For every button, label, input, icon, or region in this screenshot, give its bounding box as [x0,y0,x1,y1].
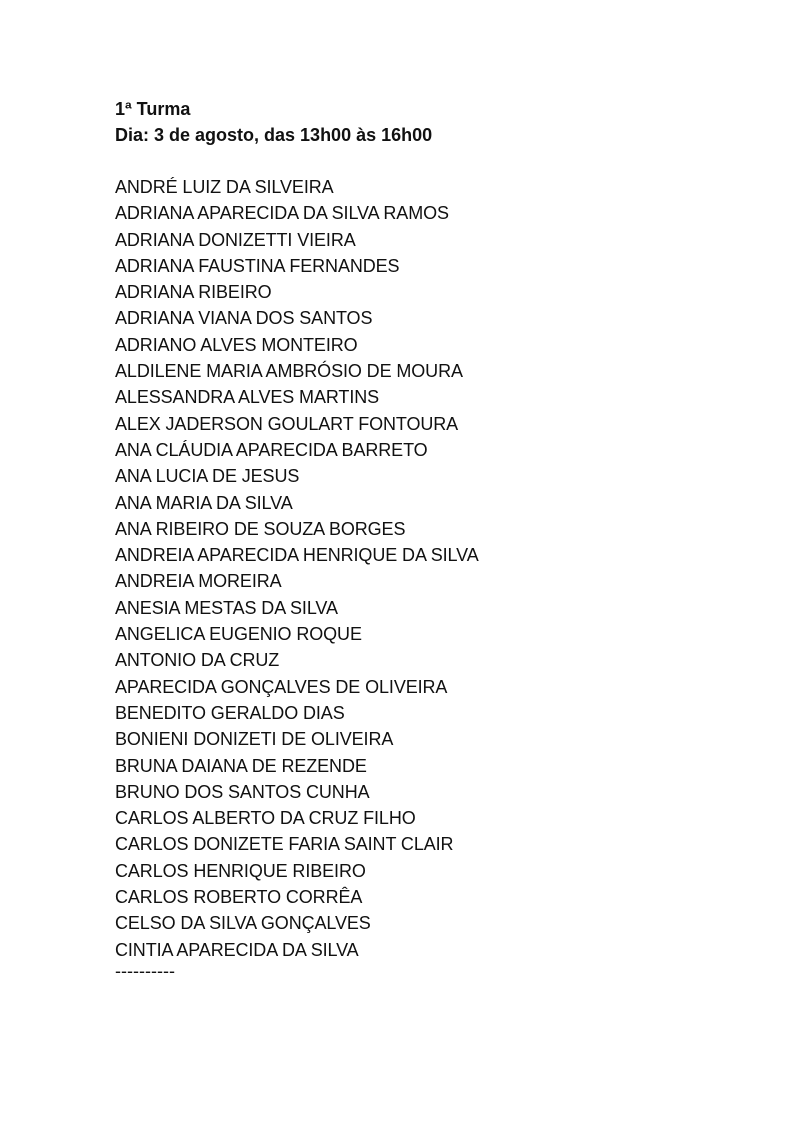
schedule-date-line: Dia: 3 de agosto, das 13h00 às 16h00 [115,125,433,145]
blank-line [115,148,755,174]
name-list-item: ADRIANA FAUSTINA FERNANDES [115,255,400,276]
name-list-item: ANGELICA EUGENIO ROQUE [115,624,362,645]
name-list-item: ADRIANO ALVES MONTEIRO [115,334,358,355]
name-list-item: ANDRÉ LUIZ DA SILVEIRA [115,177,334,197]
document-content [115,96,755,983]
name-list-item: ANTONIO DA CRUZ [115,650,280,671]
name-list-item: BRUNA DAIANA DE REZENDE [115,755,367,776]
name-list-item: ANDREIA MOREIRA [115,571,282,592]
name-list-item: ANA RIBEIRO DE SOUZA BORGES [115,518,406,539]
name-list-item: ALESSANDRA ALVES MARTINS [115,387,380,408]
name-list-item: ADRIANA APARECIDA DA SILVA RAMOS [115,203,449,224]
name-list-item: ANESIA MESTAS DA SILVA [115,597,338,618]
name-list-item: CARLOS HENRIQUE RIBEIRO [115,860,366,881]
name-list-item: CINTIA APARECIDA DA SILVA [115,939,359,960]
name-list-item: ANDREIA APARECIDA HENRIQUE DA SILVA [115,545,479,566]
name-list-item: ANA CLÁUDIA APARECIDA BARRETO [115,439,428,460]
name-list-item: BONIENI DONIZETI DE OLIVEIRA [115,729,394,750]
name-list-item: ALEX JADERSON GOULART FONTOURA [115,413,459,434]
name-list-item: ALDILENE MARIA AMBRÓSIO DE MOURA [115,361,463,382]
name-list-item: ANA LUCIA DE JESUS [115,466,300,487]
name-list-item: ANA MARIA DA SILVA [115,492,293,513]
name-list-item: APARECIDA GONÇALVES DE OLIVEIRA [115,676,448,697]
name-list-item: CARLOS ROBERTO CORRÊA [115,887,363,908]
name-list-item: CARLOS DONIZETE FARIA SAINT CLAIR [115,834,454,855]
name-list-item: CELSO DA SILVA GONÇALVES [115,913,371,934]
separator-line: ---------- [115,960,175,981]
name-list-item: ADRIANA DONIZETTI VIEIRA [115,229,356,250]
group-title: 1ª Turma [115,99,191,119]
name-list-item: ADRIANA RIBEIRO [115,282,272,303]
name-list-item: BRUNO DOS SANTOS CUNHA [115,781,370,802]
name-list-item: CARLOS ALBERTO DA CRUZ FILHO [115,808,416,829]
name-list-item: BENEDITO GERALDO DIAS [115,702,345,723]
name-list-item: ADRIANA VIANA DOS SANTOS [115,308,373,329]
names-list [115,174,755,963]
